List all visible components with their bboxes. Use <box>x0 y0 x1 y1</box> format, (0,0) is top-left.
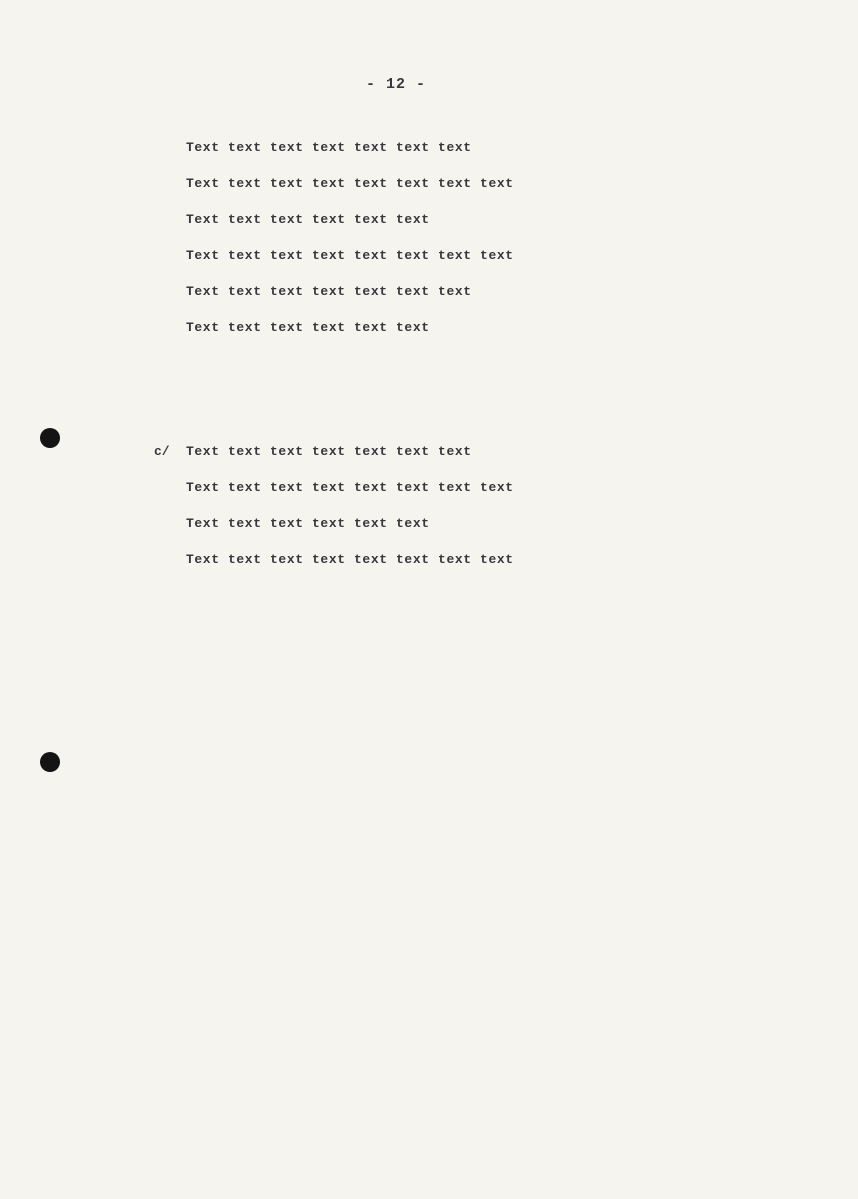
text-line: Text text text text text text text text <box>186 552 514 567</box>
text-line: Text text text text text text <box>186 212 430 227</box>
text-line: Text text text text text text text text <box>186 176 514 191</box>
page-number: - 12 - <box>366 76 427 93</box>
section-label: c/ <box>154 444 170 459</box>
text-line: Text text text text text text text <box>186 444 472 459</box>
text-line: Text text text text text text <box>186 320 430 335</box>
text-line: Text text text text text text <box>186 516 430 531</box>
text-line: Text text text text text text text <box>186 284 472 299</box>
text-line: Text text text text text text text <box>186 140 472 155</box>
punch-hole <box>40 428 60 448</box>
text-line: Text text text text text text text text <box>186 480 514 495</box>
punch-hole <box>40 752 60 772</box>
text-line: Text text text text text text text text <box>186 248 514 263</box>
